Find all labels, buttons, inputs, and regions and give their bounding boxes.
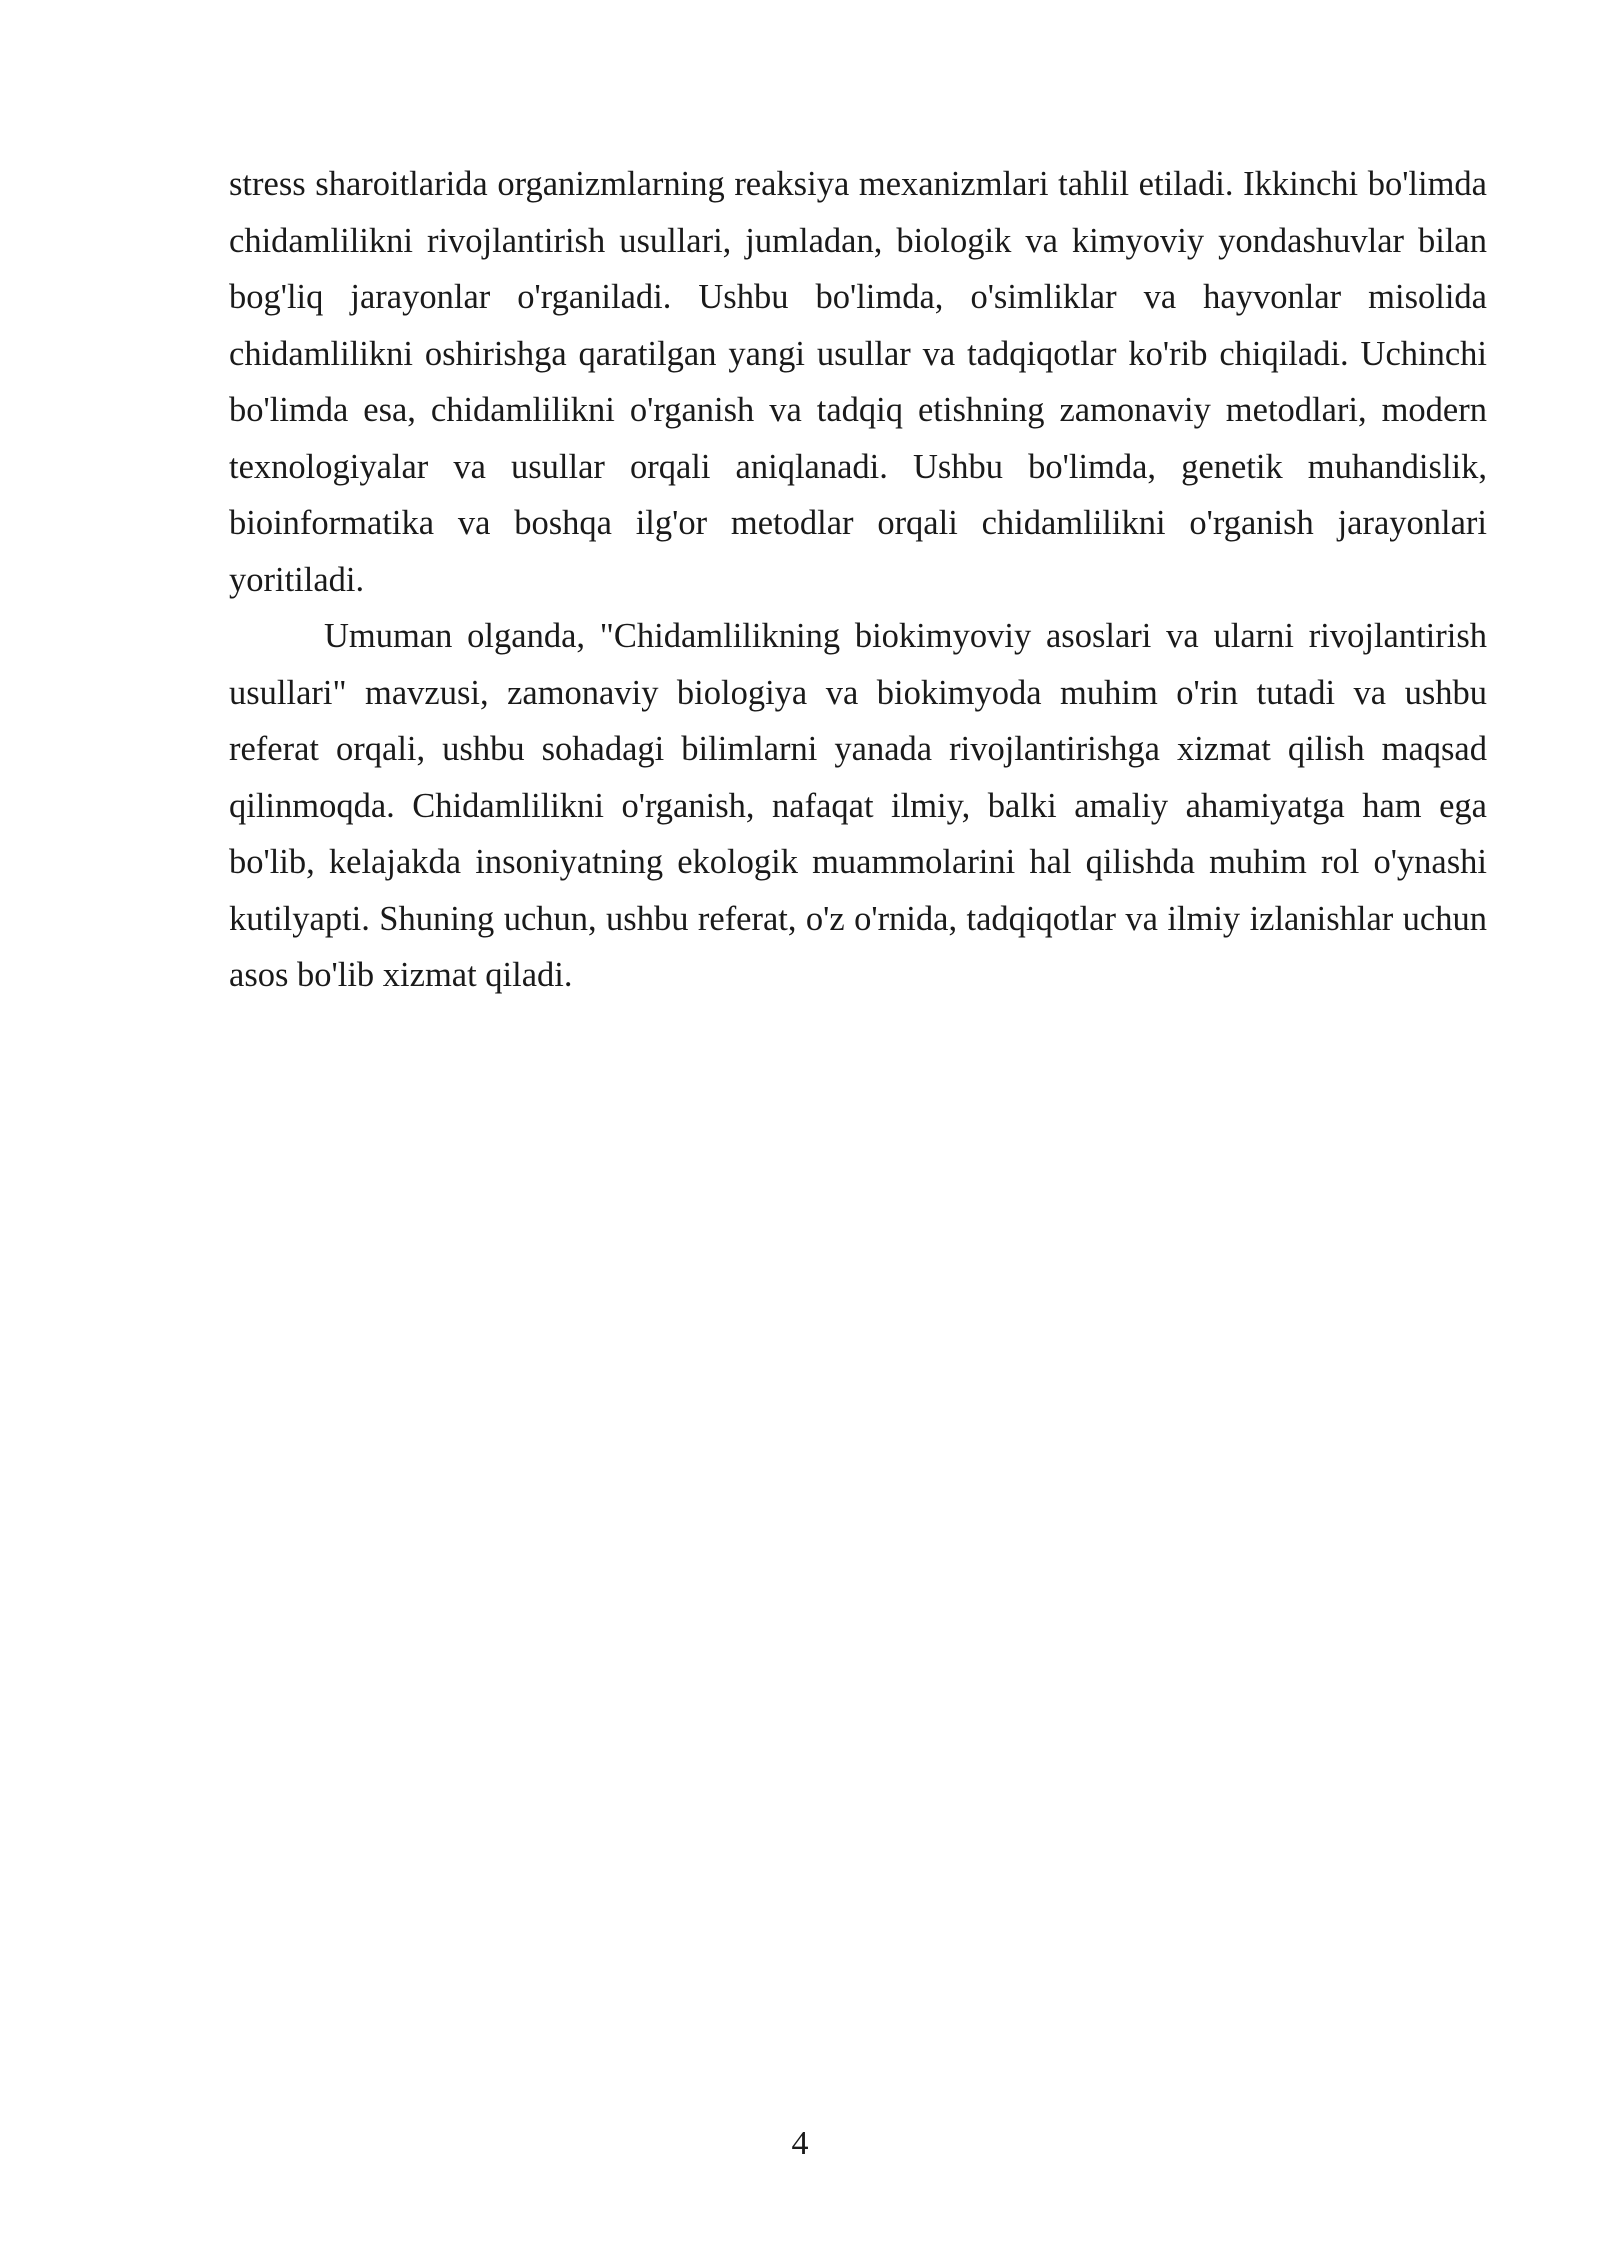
body-text	[229, 156, 1487, 1004]
paragraph-conclusion: Umuman olganda, "Chidamlilikning biokimyoviy asoslari va ularni rivojlantirish usullari" mavzusi, zamonaviy biologiya va biokimyoda muhim o'rin tutadi va ushbu referat orqali, ushbu sohadagi bilimlarni yanada rivojlantirishga xizmat qilish maqsad qilinmoqda. Chidamlilikni o'rganish, nafaqat ilmiy, balki amaliy ahamiyatga ham ega bo'lib, kelajakda insoniyatning ekologik muammolarini hal qilishda muhim rol o'ynashi kutilyapti. Shuning uchun, ushbu referat, o'z o'rnida, tadqiqotlar va ilmiy izlanishlar uchun asos bo'lib xizmat qiladi.	[229, 617, 1487, 994]
paragraph-continuation: stress sharoitlarida organizmlarning reaksiya mexanizmlari tahlil etiladi. Ikkinchi bo'limda chidamlilikni rivojlantirish usullari, jumladan, biologik va kimyoviy yondashuvlar bilan bog'liq jarayonlar o'rganiladi. Ushbu bo'limda, o'simliklar va hayvonlar misolida chidamlilikni oshirishga qaratilgan yangi usullar va tadqiqotlar ko'rib chiqiladi. Uchinchi bo'limda esa, chidamlilikni o'rganish va tadqiq etishning zamonaviy metodlari, modern texnologiyalar va usullar orqali aniqlanadi. Ushbu bo'limda, genetik muhandislik, bioinformatika va boshqa ilg'or metodlar orqali chidamlilikni o'rganish jarayonlari yoritiladi.	[229, 165, 1487, 599]
page-number: 4	[791, 2125, 809, 2162]
